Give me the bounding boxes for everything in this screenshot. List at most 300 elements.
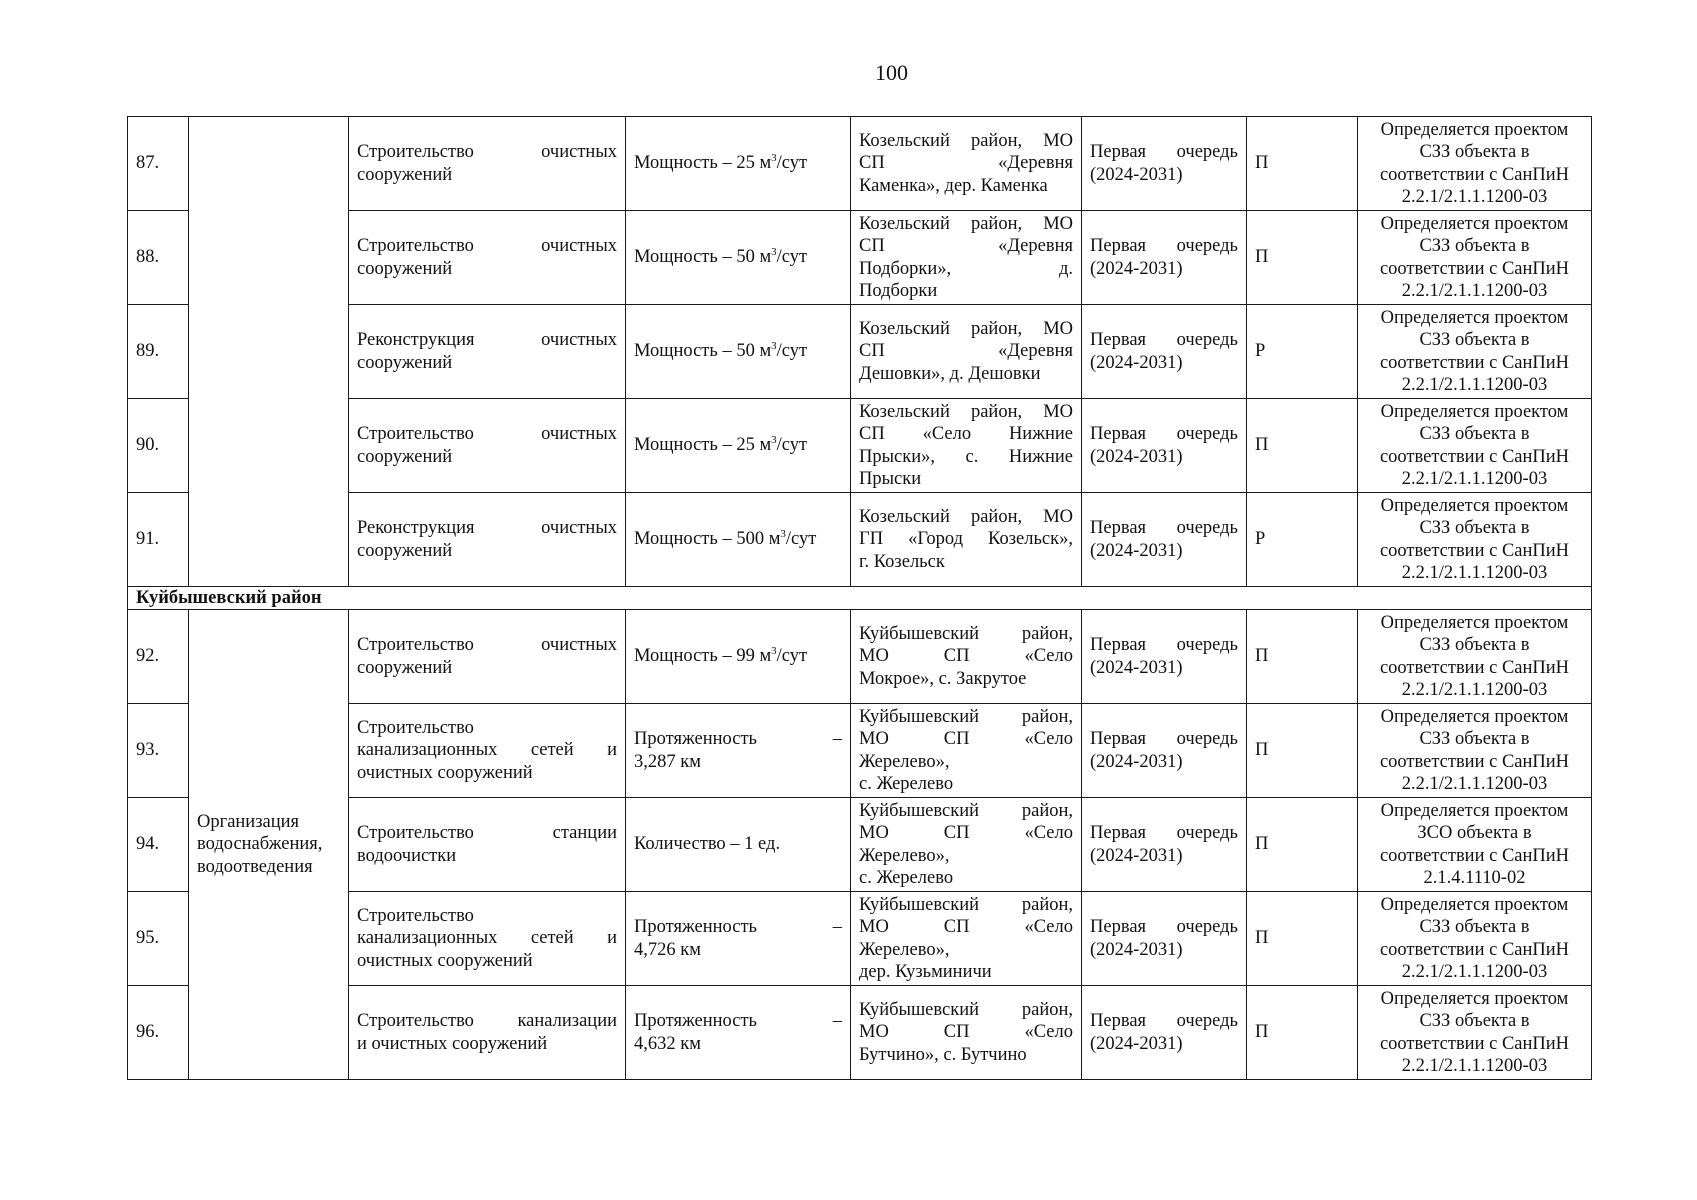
cell-line: Жерелево», [859,939,950,960]
cell-word: очередь [1176,142,1238,162]
cell-line [1090,916,1238,939]
cell-word: Строительство [357,1011,474,1031]
cell-line [357,1010,617,1033]
cell-line [357,235,617,258]
note-line: соответствии с СанПиН [1379,939,1570,960]
note-line: соответствии с СанПиН [1379,164,1570,185]
type-cell: П [1247,892,1358,986]
cell-line [1090,728,1238,751]
note-cell [1358,117,1592,211]
cell-line: очистных сооружений [357,762,533,783]
group-label-cell [189,117,349,587]
cell-line [859,894,1073,917]
cell-line [1090,1010,1238,1033]
cell-line: сооружений [357,258,453,279]
cell-line [357,822,617,845]
capacity-suffix: /сут [776,341,808,362]
cell-word: СП [943,823,970,843]
capacity-suffix: /сут [776,153,808,174]
cell-word: Нижние [1008,446,1073,467]
capacity-suffix: /сут [785,529,817,550]
cell-word: с. [965,446,979,467]
cell-line: (2024-2031) [1090,939,1183,960]
type-cell: П [1247,399,1358,493]
capacity-cell [626,493,851,587]
cell-word: очистных [541,635,617,655]
cell-word: Первая [1090,1011,1147,1031]
cell-line [1090,634,1238,657]
cell-word: ГП [859,529,884,550]
note-line: Определяется проектом [1380,706,1569,727]
cell-word: Подборки», [859,258,952,279]
type-cell: Р [1247,305,1358,399]
location-cell [851,493,1082,587]
cell-line [859,401,1073,424]
cell-word: район, [970,506,1023,527]
cell-word: очередь [1176,729,1238,749]
cell-line: с. Жерелево [859,868,954,888]
row-number: 92. [128,610,189,704]
cell-line [357,739,617,762]
note-line: СЗЗ объекта в [1419,518,1530,538]
cell-word: Первая [1090,518,1147,538]
cell-word: Первая [1090,917,1147,937]
location-cell [851,305,1082,399]
cell-word: Реконструкция [357,518,475,538]
row-number: 94. [128,798,189,892]
cell-word: очередь [1176,635,1238,655]
cell-line [859,446,1073,469]
cell-line [634,728,842,751]
cell-word: очередь [1176,823,1238,843]
cell-line [634,1010,842,1033]
note-line: 2.2.1/2.1.1.1200-03 [1401,774,1548,794]
cell-word: МО [859,646,889,667]
note-line: соответствии с СанПиН [1379,446,1570,467]
cell-line [859,623,1073,646]
note-line: 2.2.1/2.1.1.1200-03 [1401,962,1548,982]
note-line: СЗЗ объекта в [1419,142,1530,162]
cell-word: Первая [1090,142,1147,162]
note-line: СЗЗ объекта в [1419,917,1530,937]
cell-line [859,645,1073,668]
cell-word: очистных [541,142,617,162]
capacity-cell [626,211,851,305]
cell-word: «Село [1024,646,1073,667]
cell-line [1090,423,1238,446]
cell-word: Строительство [357,823,474,843]
type-cell: Р [1247,493,1358,587]
cell-line [1090,822,1238,845]
note-line: 2.2.1/2.1.1.1200-03 [1401,563,1548,583]
note-line: 2.2.1/2.1.1.1200-03 [1401,187,1548,207]
cell-word: район, [970,130,1023,151]
stage-cell [1082,986,1247,1080]
cell-word: СП [943,917,970,937]
cell-line [859,916,1073,939]
capacity-sup: 3 [771,340,777,353]
capacity-sup: 3 [780,528,786,541]
cell-word: МО [1043,130,1073,151]
cell-line: (2024-2031) [1090,352,1183,373]
cell-word: «Село [1024,917,1073,937]
capacity-text: Мощность – 50 м [634,341,772,362]
cell-word: Куйбышевский [859,623,980,644]
stage-cell [1082,610,1247,704]
note-line: СЗЗ объекта в [1419,729,1530,749]
cell-word: район, [1021,800,1073,821]
cell-word: очередь [1176,1011,1238,1031]
cell-line [357,634,617,657]
cell-line [859,800,1073,823]
cell-line [859,822,1073,845]
note-line: соответствии с СанПиН [1379,1033,1570,1054]
cell-word: район, [1021,623,1073,644]
note-line: СЗЗ объекта в [1419,1011,1530,1031]
work-description [349,986,626,1080]
cell-line [859,728,1073,751]
note-cell [1358,493,1592,587]
work-description [349,610,626,704]
note-cell [1358,986,1592,1080]
cell-line [859,318,1073,341]
note-cell [1358,305,1592,399]
cell-word: МО [1043,213,1073,234]
type-cell: П [1247,610,1358,704]
cell-line: водоснабжения, [197,834,323,855]
capacity-text: Мощность – 99 м [634,646,772,667]
location-cell [851,610,1082,704]
note-line: Определяется проектом [1380,401,1569,422]
cell-word: Строительство [357,635,474,655]
cell-word: СП [859,341,885,362]
cell-line [859,999,1073,1022]
cell-word: и [607,740,617,761]
cell-line: Строительство [357,905,474,926]
cell-word: район, [1021,894,1073,915]
capacity-sup: 3 [771,246,777,259]
capacity-suffix: /сут [776,646,808,667]
cell-word: очистных [541,518,617,538]
cell-line [859,528,1073,551]
cell-line [357,423,617,446]
cell-line [859,258,1073,281]
cell-line [859,706,1073,729]
stage-cell [1082,704,1247,798]
note-line: соответствии с СанПиН [1379,657,1570,678]
cell-line: г. Козельск [859,551,945,572]
cell-word: очередь [1176,518,1238,538]
section-header-row [128,587,1592,610]
cell-word: Прыски», [859,446,936,467]
cell-line [859,130,1073,153]
cell-line [859,506,1073,529]
cell-word: район, [970,213,1023,234]
note-line: Определяется проектом [1380,119,1569,140]
cell-word: «Деревня [998,341,1073,362]
cell-word: станции [552,823,617,843]
capacity-value [634,434,842,457]
table-row [128,610,1592,704]
cell-line: Дешовки», д. Дешовки [859,363,1041,384]
cell-line [357,517,617,540]
work-description [349,117,626,211]
note-line: СЗЗ объекта в [1419,424,1530,444]
cell-line: (2024-2031) [1090,1033,1183,1054]
cell-word: Козельский [859,506,950,527]
work-description [349,305,626,399]
capacity-value [634,152,842,175]
table-row [128,117,1592,211]
location-cell [851,117,1082,211]
stage-cell [1082,117,1247,211]
note-line: соответствии с СанПиН [1379,845,1570,866]
capacity-text: Мощность – 500 м [634,529,781,550]
cell-word: очистных [541,424,617,444]
note-line: Определяется проектом [1380,612,1569,633]
work-description [349,892,626,986]
cell-line: (2024-2031) [1090,446,1183,467]
cell-word: район, [970,401,1023,422]
cell-word: очередь [1176,917,1238,937]
note-cell [1358,704,1592,798]
cell-word: МО [859,823,889,843]
stage-cell [1082,211,1247,305]
cell-word: Первая [1090,236,1147,256]
cell-word: «Село [1024,1022,1073,1043]
cell-word: Куйбышевский [859,894,980,915]
note-line: Определяется проектом [1380,307,1569,328]
capacity-cell [626,892,851,986]
cell-word: и [607,928,617,949]
cell-line [859,340,1073,363]
cell-word: Первая [1090,330,1147,350]
stage-cell [1082,493,1247,587]
cell-word: Козельский [859,318,950,339]
note-line: Определяется проектом [1380,213,1569,234]
cell-line: Организация [197,811,300,832]
location-cell [851,399,1082,493]
note-line: Определяется проектом [1380,800,1569,821]
cell-word: д. [1058,258,1073,279]
location-cell [851,798,1082,892]
cell-line: (2024-2031) [1090,540,1183,561]
cell-line: 4,726 км [634,939,701,960]
row-number: 87. [128,117,189,211]
capacity-value [634,246,842,269]
cell-word: Первая [1090,823,1147,843]
cell-word: Куйбышевский [859,800,980,821]
note-line: соответствии с СанПиН [1379,540,1570,561]
note-line: Определяется проектом [1380,495,1569,516]
cell-word: «Село [1024,823,1073,843]
cell-line: Жерелево», [859,751,950,772]
cell-word: Первая [1090,424,1147,444]
cell-line: Жерелево», [859,845,950,866]
type-cell: П [1247,798,1358,892]
cell-word: Козельск», [988,529,1073,550]
cell-word: сетей [530,740,574,761]
cell-word: Строительство [357,424,474,444]
note-line: соответствии с СанПиН [1379,258,1570,279]
work-description [349,211,626,305]
note-line: 2.2.1/2.1.1.1200-03 [1401,469,1548,489]
cell-line: дер. Кузьминичи [859,962,992,982]
cell-word: очистных [541,236,617,256]
capacity-text: Мощность – 50 м [634,247,772,268]
note-line: Определяется проектом [1380,988,1569,1009]
note-line: СЗЗ объекта в [1419,635,1530,655]
row-number: 96. [128,986,189,1080]
location-cell [851,986,1082,1080]
note-line: СЗЗ объекта в [1419,330,1530,350]
cell-line: (2024-2031) [1090,164,1183,185]
cell-word: СП [943,646,970,667]
capacity-suffix: /сут [776,435,808,456]
cell-word: СП [943,1022,970,1043]
cell-word: «Деревня [998,153,1073,174]
cell-word: МО [859,917,889,937]
cell-word: Козельский [859,130,950,151]
cell-word: сетей [530,928,574,949]
cell-line [859,152,1073,175]
cell-line: (2024-2031) [1090,657,1183,678]
group-label-cell [189,610,349,1080]
cell-line [1090,235,1238,258]
cell-word: Нижние [1008,424,1073,444]
stage-cell [1082,798,1247,892]
capacity-cell [626,117,851,211]
cell-line [357,141,617,164]
cell-word: «Город [908,529,964,550]
cell-word: Первая [1090,729,1147,749]
cell-word: СП [859,153,885,174]
cell-word: Козельский [859,401,950,422]
cell-line [357,329,617,352]
cell-word: «Деревня [998,236,1073,256]
cell-line [634,916,842,939]
row-number: 88. [128,211,189,305]
row-number: 90. [128,399,189,493]
cell-word: очередь [1176,236,1238,256]
cell-word: – [832,1011,842,1031]
location-cell [851,892,1082,986]
stage-cell [1082,305,1247,399]
work-description [349,399,626,493]
cell-line: 4,632 км [634,1033,701,1054]
work-description [349,798,626,892]
cell-word: «Село [1024,729,1073,749]
capacity-sup: 3 [771,645,777,658]
cell-word: Козельский [859,213,950,234]
cell-line: и очистных сооружений [357,1033,548,1054]
cell-line: 3,287 км [634,751,701,772]
note-line: соответствии с СанПиН [1379,751,1570,772]
type-cell: П [1247,986,1358,1080]
cell-line: водоотведения [197,856,313,877]
cell-line: (2024-2031) [1090,845,1183,866]
cell-line: (2024-2031) [1090,751,1183,772]
capacity-sup: 3 [771,152,777,165]
projects-table [127,116,1592,1080]
capacity-cell [626,798,851,892]
capacity-sup: 3 [771,434,777,447]
note-line: 2.1.4.1110-02 [1423,868,1526,888]
cell-word: СП [859,424,885,444]
type-cell: П [1247,704,1358,798]
cell-word: – [832,729,842,749]
cell-word: СП [943,729,970,749]
cell-word: Протяженность [634,729,757,749]
capacity-value [634,340,842,363]
capacity-cell [626,986,851,1080]
cell-word: Строительство [357,142,474,162]
type-cell: П [1247,211,1358,305]
cell-word: очередь [1176,330,1238,350]
cell-line: Бутчино», с. Бутчино [859,1044,1027,1065]
cell-word: Протяженность [634,917,757,937]
note-line: СЗЗ объекта в [1419,236,1530,256]
note-cell [1358,211,1592,305]
cell-word: канализационных [357,928,498,949]
cell-word: район, [970,318,1023,339]
capacity-value [634,528,842,551]
cell-line: сооружений [357,352,453,373]
location-cell [851,211,1082,305]
cell-word: – [832,917,842,937]
cell-line: сооружений [357,164,453,185]
note-cell [1358,610,1592,704]
cell-word: Протяженность [634,1011,757,1031]
cell-line: сооружений [357,657,453,678]
row-number: 95. [128,892,189,986]
cell-line: сооружений [357,540,453,561]
note-line: 2.2.1/2.1.1.1200-03 [1401,1056,1548,1076]
cell-word: Куйбышевский [859,999,980,1020]
cell-line [859,423,1073,446]
cell-line: Подборки [859,281,938,301]
cell-line [1090,141,1238,164]
note-cell [1358,798,1592,892]
note-line: ЗСО объекта в [1417,823,1532,843]
note-line: 2.2.1/2.1.1.1200-03 [1401,375,1548,395]
cell-line: (2024-2031) [1090,258,1183,279]
capacity-cell [626,399,851,493]
cell-word: район, [1021,706,1073,727]
cell-word: канализации [517,1011,617,1031]
location-cell [851,704,1082,798]
cell-word: очередь [1176,424,1238,444]
work-description [349,493,626,587]
cell-line [1090,517,1238,540]
stage-cell [1082,399,1247,493]
cell-word: канализационных [357,740,498,761]
section-title: Куйбышевский район [128,587,1592,610]
cell-line [859,213,1073,236]
cell-word: Куйбышевский [859,706,980,727]
cell-word: «Село [922,424,972,444]
capacity-text: Мощность – 25 м [634,435,772,456]
cell-word: Строительство [357,236,474,256]
cell-line: Каменка», дер. Каменка [859,175,1048,196]
cell-line: водоочистки [357,845,457,866]
cell-line: Прыски [859,469,922,489]
cell-line [357,927,617,950]
capacity-cell [626,704,851,798]
capacity-cell [626,305,851,399]
cell-word: очистных [541,330,617,350]
note-line: 2.2.1/2.1.1.1200-03 [1401,680,1548,700]
